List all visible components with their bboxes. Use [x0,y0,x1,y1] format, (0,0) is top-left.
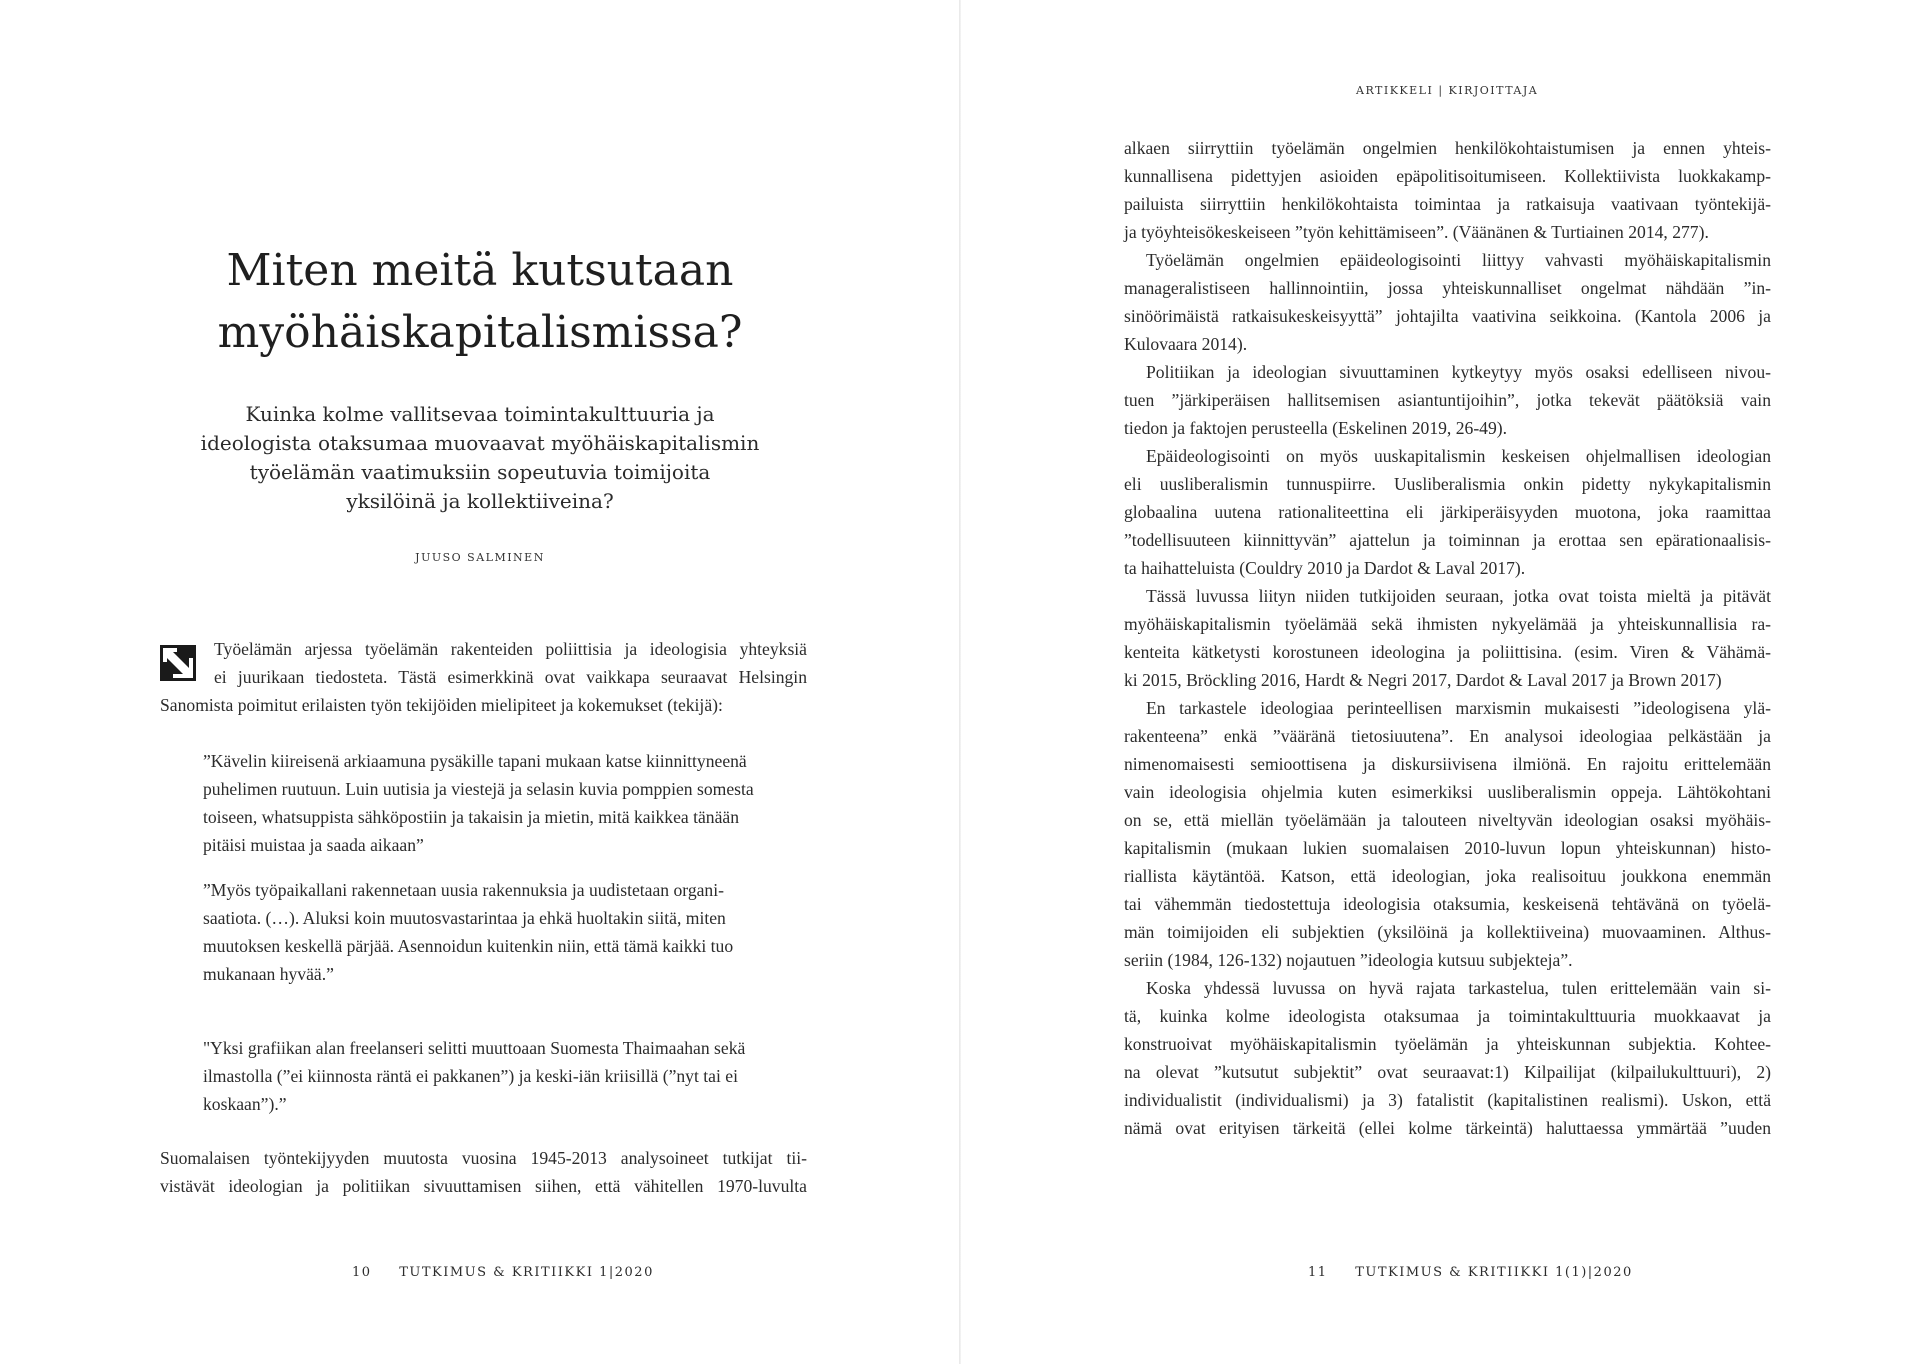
quote-line: koskaan”).” [203,1094,287,1114]
text-line: sinöörimäistä ratkaisukeskeisyyttä” johtajilta vaativina seikkoina. (Kantola 2006 ja [1124,306,1771,326]
text-line: na olevat ”kutsutut subjektit” ovat seuraavat:1) Kilpailijat (kilpailukulttuuri), 2) [1124,1062,1771,1082]
text-line: nimenomaisesti semioottisena ja diskursiivisena ilmiönä. En rajoitu erittelemään [1124,754,1771,774]
lead-line: työelämän vaatimuksiin sopeutuvia toimijoita [249,460,711,484]
lead-line: yksilöinä ja kollektiiveina? [346,489,614,513]
text-line: män toimijoiden eli subjektien (yksilöinä ja kollektiiveina) muovaaminen. Althus- [1124,922,1771,942]
page-gutter [959,0,961,1364]
body-paragraph [1124,694,1771,974]
text-line: En tarkastele ideologiaa perinteellisen marxismin mukaisesti ”ideologisena ylä- [1146,698,1771,718]
text-line: nämä ovat erityisen tärkeitä (ellei kolme tärkeintä) haluttaessa ymmärtää ”uuden [1124,1118,1771,1138]
article-lead [180,400,780,516]
text-line: vain ideologisia ohjelmia kuten esimerkiksi uusliberalismin oppeja. Lähtökohtani [1124,782,1771,802]
lead-line: Kuinka kolme vallitsevaa toimintakulttuuria ja [245,402,715,426]
text-line: Politiikan ja ideologian sivuuttaminen kytkeytyy myös osaksi edelliseen nivou- [1146,362,1771,382]
text-line: riallista käytäntöä. Katson, että ideologian, joka realisoituu joukkona enemmän [1124,866,1771,886]
text-line: Tässä luvussa liityn niiden tutkijoiden seuraan, jotka ovat toista mieltä ja pitävät [1146,586,1771,606]
text-line: Työelämän ongelmien epäideologisointi liittyy vahvasti myöhäiskapitalismin [1146,250,1771,270]
quote-block [203,1034,783,1118]
lead-line: ideologista otaksumaa muovaavat myöhäiskapitalismin [200,431,760,455]
text-line: Työelämän arjessa työelämän rakenteiden poliittisia ja ideologisia yhteyksiä [214,639,807,659]
quote-line: ”Myös työpaikallani rakennetaan uusia rakennuksia ja uudistetaan organi- [203,880,724,900]
text-line: kapitalismin (mukaan lukien suomalaisen 2010-luvun lopun yhteiskunnan) histo- [1124,838,1771,858]
text-line: ta haihatteluista (Couldry 2010 ja Dardot & Laval 2017). [1124,558,1526,578]
quote-line: puhelimen ruutuun. Luin uutisia ja viestejä ja selasin kuvia pomppien somesta [203,779,754,799]
text-line: myöhäiskapitalismin työelämää sekä ihmisten nykyelämää ja yhteiskunnallisia ra- [1124,614,1771,634]
quote-line: saatiota. (…). Aluksi koin muutosvastarintaa ja ehkä huoltakin siitä, miten [203,908,726,928]
text-line: ei juurikaan tiedosteta. Tästä esimerkkinä ovat vaikkapa seuraavat Helsingin [214,667,807,687]
title-line: myöhäiskapitalismissa? [217,307,743,358]
text-line: Suomalaisen työntekijyyden muutosta vuosina 1945-2013 analysoineet tutkijat tii- [160,1148,807,1168]
body-paragraph [160,1144,807,1200]
title-line: Miten meitä kutsutaan [226,245,734,296]
text-line: ja työyhteisökeskeiseen ”työn kehittämiseen”. (Väänänen & Turtiainen 2014, 277). [1124,222,1709,242]
text-line: Sanomista poimitut erilaisten työn tekijöiden mielipiteet ja kokemukset (tekijä): [160,695,723,715]
text-line: on se, että miellän työelämään ja talouteen niveltyvän ideologian osaksi myöhäis- [1124,810,1771,830]
page-footer [352,1265,654,1280]
text-line: eli uusliberalismin tunnuspiirre. Uusliberalismia onkin pidetty nykykapitalismin [1124,474,1771,494]
journal-name: TUTKIMUS & KRITIIKKI 1|2020 [399,1265,654,1280]
body-paragraph [1124,358,1771,442]
text-line: kenteita kätketysti korostuneen ideologina ja poliittisina. (esim. Viren & Vähämä- [1124,642,1771,662]
author-name: JUUSO SALMINEN [415,551,545,564]
text-line: rakenteena” enkä ”vääränä tietosiuutena”. En analysoi ideologiaa pelkästään ja [1124,726,1771,746]
running-header: ARTIKKELI | KIRJOITTAJA [1356,84,1539,97]
quote-line: ilmastolla (”ei kiinnosta räntä ei pakkanen”) ja keski-iän kriisillä (”nyt tai ei [203,1066,738,1086]
body-paragraph [1124,246,1771,358]
text-line: ki 2015, Bröckling 2016, Hardt & Negri 2017, Dardot & Laval 2017 ja Brown 2017) [1124,670,1722,690]
text-line: Koska yhdessä luvussa on hyvä rajata tarkastelua, tulen erittelemään vain si- [1146,978,1771,998]
text-line: Kulovaara 2014). [1124,334,1248,354]
text-line: tiedon ja faktojen perusteella (Eskelinen 2019, 26-49). [1124,418,1508,438]
intro-paragraph [160,635,807,719]
text-line: individualistit (individualismi) ja 3) fatalistit (kapitalistinen realismi). Uskon, että [1124,1090,1771,1110]
quote-line: toiseen, whatsuppista sähköpostiin ja takaisin ja mietin, mitä kaikkea tänään [203,807,739,827]
journal-name: TUTKIMUS & KRITIIKKI 1(1)|2020 [1355,1265,1633,1280]
quote-line: pitäisi muistaa ja saada aikaan” [203,835,424,855]
text-line: tai vähemmän tiedostettuja ideologisia otaksumia, keskeisenä tehtävänä on työelä- [1124,894,1771,914]
text-line: alkaen siirryttiin työelämän ongelmien henkilökohtaistumisen ja ennen yhteis- [1124,138,1771,158]
quote-line: mukanaan hyvää.” [203,964,334,984]
text-line: tuen ”järkiperäisen hallitsemisen asiantuntijoihin”, jotka tekevät päätöksiä vain [1124,390,1771,410]
text-line: vistävät ideologian ja politiikan sivuuttamisen siihen, että vähitellen 1970-luvulta [160,1176,807,1196]
quote-line: "Yksi grafiikan alan freelanseri selitti muuttoaan Suomesta Thaimaahan sekä [203,1038,746,1058]
left-page [0,0,959,1364]
right-column [1124,134,1771,1142]
quote-block [203,747,783,859]
body-paragraph [1124,442,1771,582]
quote-block [203,876,783,988]
text-line: globaalina uutena rationaliteettina eli järkiperäisyyden muotona, joka raamittaa [1124,502,1771,522]
text-line: tä, kuinka kolme ideologista otaksumaa ja toimintakulttuuria muokkaavat ja [1124,1006,1771,1026]
text-line: manageralistiseen hallinnointiin, jossa yhteiskunnalliset ongelmat nähdään ”in- [1124,278,1771,298]
text-line: ”todellisuuteen kiinnittyvän” ajattelun ja toiminnan ja erottaa sen epärationaalisis- [1124,530,1771,550]
page-number: 11 [1308,1265,1328,1280]
text-line: konstruoivat myöhäiskapitalismin työelämän ja yhteiskunnan subjektia. Kohtee- [1124,1034,1771,1054]
page-number: 10 [352,1265,372,1280]
body-paragraph [1124,134,1771,246]
text-line: pailuista siirryttiin henkilökohtaista toimintaa ja ratkaisuja vaativaan työntekijä- [1124,194,1771,214]
quote-line: muutoksen keskellä pärjää. Asennoidun kuitenkin niin, että tämä kaikki tuo [203,936,734,956]
body-paragraph [1124,582,1771,694]
text-line: seriin (1984, 126-132) nojautuen ”ideologia kutsuu subjekteja”. [1124,950,1573,970]
text-line: kunnallisena pidettyjen asioiden epäpolitisoitumiseen. Kollektiivista luokkakamp- [1124,166,1771,186]
quote-line: ”Kävelin kiireisenä arkiaamuna pysäkille tapani mukaan katse kiinnittyneenä [203,751,747,771]
article-title [160,240,800,364]
text-line: Epäideologisointi on myös uuskapitalismin keskeisen ohjelmallisen ideologian [1146,446,1771,466]
body-paragraph [1124,974,1771,1142]
page-footer [1308,1265,1633,1280]
